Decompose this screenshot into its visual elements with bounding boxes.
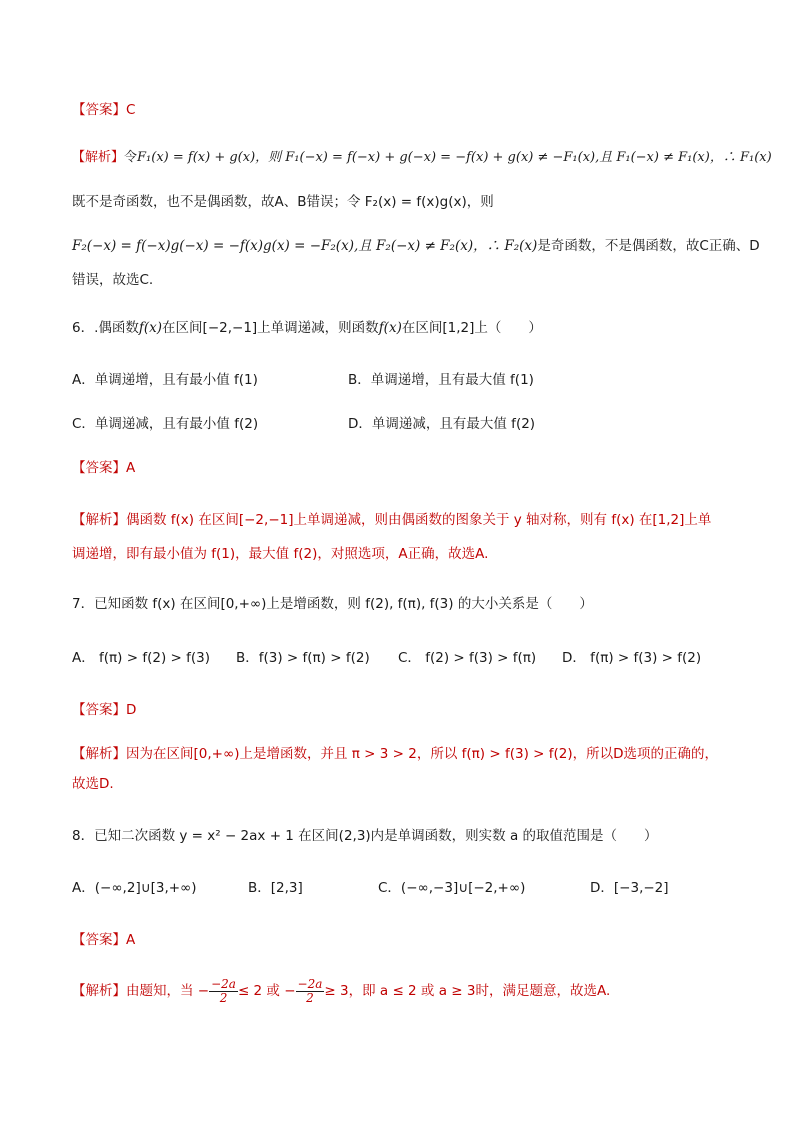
answer-value: A <box>126 932 136 948</box>
q7-option-a: A． f(π) > f(2) > f(3) <box>72 650 210 666</box>
fraction: $\frac{-2a}{2}$ <box>211 976 236 1005</box>
q6-analysis-line-2: 调递增，即有最小值为 f(1)，最大值 f(2)，对照选项，A正确，故选A. <box>72 546 489 562</box>
q5-analysis-line-2: 既不是奇函数，也不是偶函数，故A、B错误；令 F₂(x) = f(x)g(x)，则 <box>72 194 494 210</box>
q5-analysis-line-3: F₂(−x) = f(−x)g(−x) = −f(x)g(x) = −F₂(x),且 F₂(−x) ≠ F₂(x)，∴ F₂(x)是奇函数，不是偶函数，故C正确、D <box>72 238 760 254</box>
fraction: $\frac{-2a}{2}$ <box>297 976 323 1005</box>
answer-tag: 【答案】 <box>72 460 126 476</box>
q5-analysis-line-4: 错误，故选C. <box>72 272 154 288</box>
answer-tag: 【答案】 <box>72 932 126 948</box>
answer-value: A <box>126 460 136 476</box>
q7-answer <box>72 700 136 720</box>
q8-option-d: D．[−3,−2] <box>590 880 669 896</box>
math-expression: F₂(−x) = f(−x)g(−x) = −f(x)g(x) = −F₂(x),且 F₂(−x) ≠ F₂(x)，∴ F₂(x) <box>72 238 538 254</box>
analysis-tag: 【解析】 <box>72 983 126 999</box>
q8-option-c: C．(−∞,−3]∪[−2,+∞) <box>378 880 526 896</box>
q6-option-b: B．单调递增，且有最大值 f(1) <box>348 372 534 388</box>
math-expression: F₁(x) = f(x) + g(x)，则 F₁(−x) = f(−x) + g(−x) = −f(x) + g(x) ≠ −F₁(x),且 F₁(−x) ≠ F₁(x)，∴ F₁(x) <box>137 150 772 165</box>
q8-option-b: B．[2,3] <box>248 880 303 896</box>
q7-analysis-line-1: 【解析】因为在区间[0,+∞)上是增函数，并且 π > 3 > 2，所以 f(π) > f(3) > f(2)，所以D选项的正确的， <box>72 746 718 762</box>
q5-answer <box>72 100 135 120</box>
q6-answer <box>72 458 135 478</box>
analysis-tag: 【解析】 <box>72 150 125 165</box>
q6-option-c: C．单调递减，且有最小值 f(2) <box>72 416 259 432</box>
q8-answer <box>72 930 135 950</box>
q6-option-a: A．单调递增，且有最小值 f(1) <box>72 372 258 388</box>
q7-option-b: B．f(3) > f(π) > f(2) <box>236 650 370 666</box>
answer-value: C <box>126 102 136 118</box>
q7-option-c: C． f(2) > f(3) > f(π) <box>398 650 537 666</box>
q6-analysis-line-1: 【解析】偶函数 f(x) 在区间[−2,−1]上单调递减，则由偶函数的图象关于 y 轴对称，则有 f(x) 在[1,2]上单 <box>72 512 712 528</box>
q8-stem: 8．已知二次函数 y = x² − 2ax + 1 在区间(2,3)内是单调函数，则实数 a 的取值范围是（ ） <box>72 828 658 844</box>
q8-analysis: 【解析】由题知，当 − $\frac{-2a}{2}$ ≤ 2 或 − $\frac{-2a}{2}$ ≥ 3，即 a ≤ 2 或 a ≥ 3时，满足题意，故选A. <box>72 976 611 1005</box>
answer-tag: 【答案】 <box>72 702 126 718</box>
analysis-tag: 【解析】 <box>72 746 126 762</box>
analysis-tag: 【解析】 <box>72 512 126 528</box>
q5-analysis-line-1: 【解析】令F₁(x) = f(x) + g(x)，则 F₁(−x) = f(−x) + g(−x) = −f(x) + g(x) ≠ −F₁(x),且 F₁(−x) ≠ F₁(x)，∴ F₁(x) <box>72 150 772 165</box>
q8-option-a: A．(−∞,2]∪[3,+∞) <box>72 880 197 896</box>
answer-value: D <box>126 702 137 718</box>
answer-tag: 【答案】 <box>72 102 126 118</box>
q6-stem: 6．.偶函数f(x)在区间[−2,−1]上单调递减，则函数f(x)在区间[1,2]上（ ） <box>72 320 542 336</box>
q7-analysis-line-2: 故选D. <box>72 776 114 792</box>
q6-option-d: D．单调递减，且有最大值 f(2) <box>348 416 536 432</box>
q7-stem: 7．已知函数 f(x) 在区间[0,+∞)上是增函数，则 f(2), f(π), f(3) 的大小关系是（ ） <box>72 596 593 612</box>
q7-option-d: D． f(π) > f(3) > f(2) <box>562 650 702 666</box>
